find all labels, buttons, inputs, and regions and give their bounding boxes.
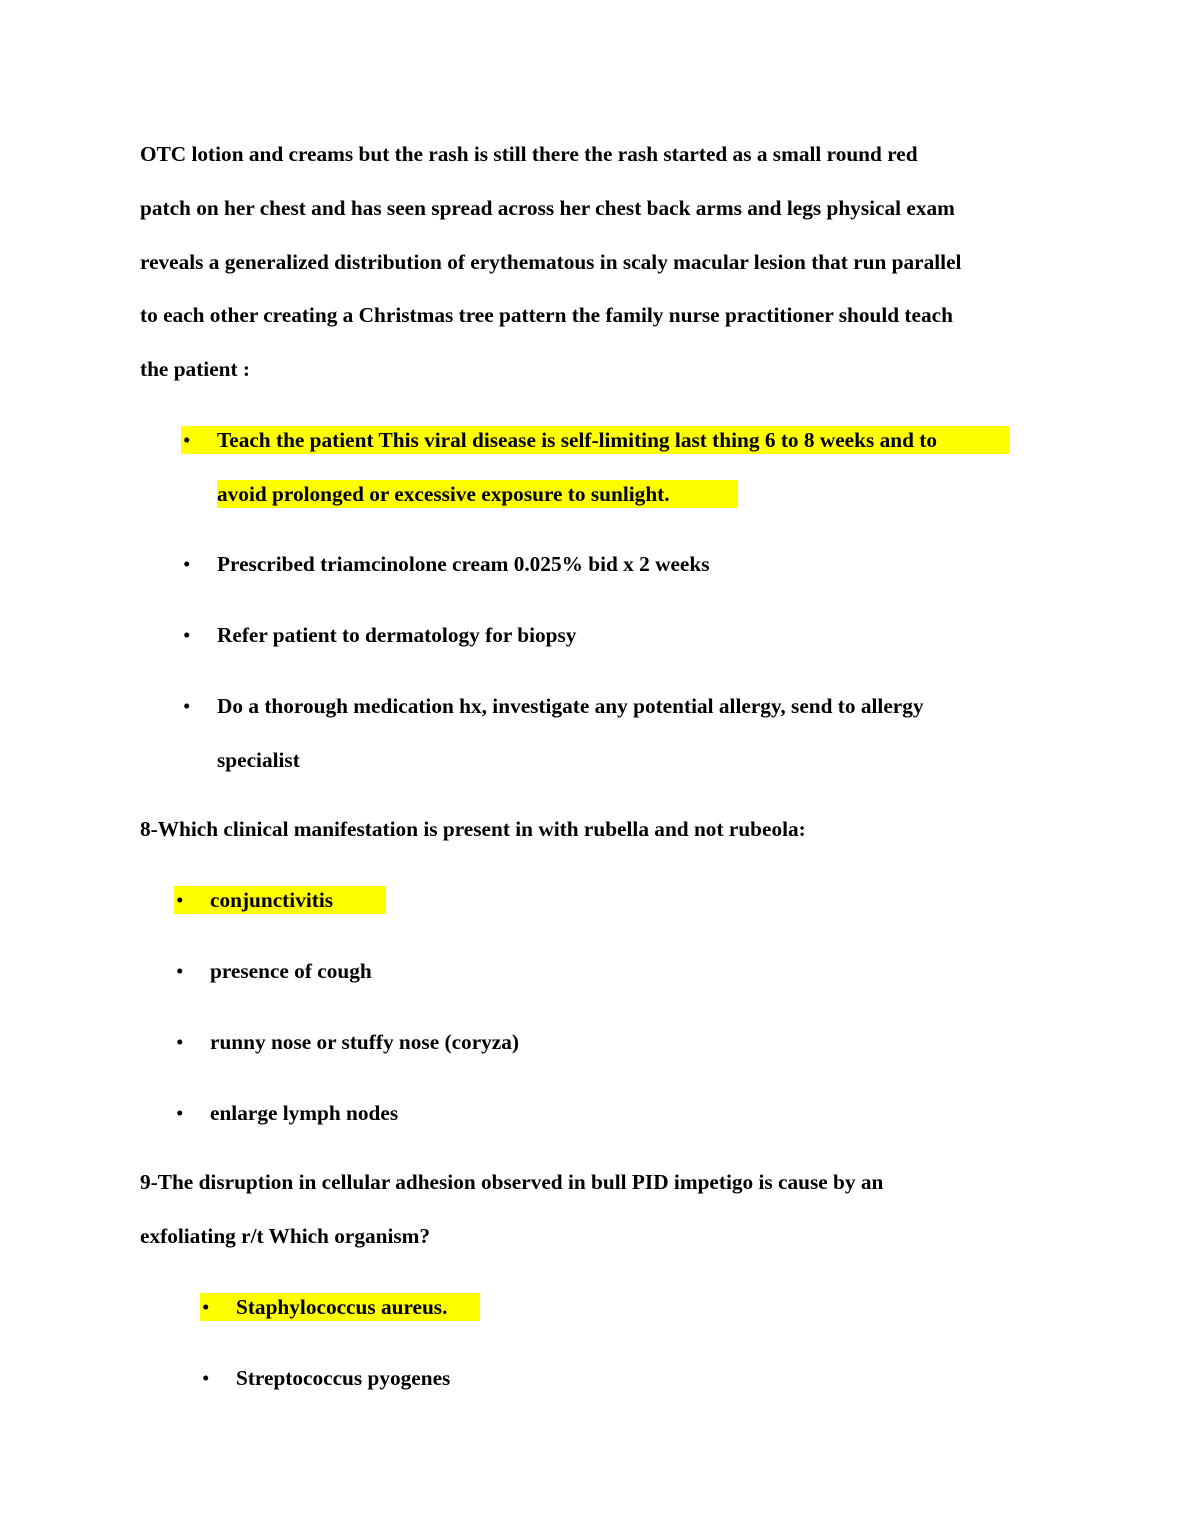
list-item-text: conjunctivitis	[210, 888, 334, 912]
bullet-icon: •	[202, 1366, 210, 1390]
intro-line-2: patch on her chest and has seen spread across her chest back arms and legs physical exam	[140, 196, 955, 220]
list-item-text: Streptococcus pyogenes	[236, 1366, 451, 1390]
question-9-line-2: exfoliating r/t Which organism?	[140, 1224, 431, 1248]
question-9-line-1: 9-The disruption in cellular adhesion observed in bull PID impetigo is cause by an	[140, 1170, 884, 1194]
intro-line-4: to each other creating a Christmas tree pattern the family nurse practitioner should teach	[140, 303, 953, 327]
bullet-icon: •	[176, 1030, 184, 1054]
list-item-text: presence of cough	[210, 959, 372, 983]
intro-line-5: the patient :	[140, 357, 251, 381]
list-item-text: enlarge lymph nodes	[210, 1101, 399, 1125]
intro-line-1: OTC lotion and creams but the rash is still there the rash started as a small round red	[140, 142, 918, 166]
list-item-text: avoid prolonged or excessive exposure to sunlight.	[217, 482, 670, 506]
list-item-text: Refer patient to dermatology for biopsy	[217, 623, 577, 647]
list-item-text: Teach the patient This viral disease is self-limiting last thing 6 to 8 weeks and to	[217, 428, 937, 452]
list-item-text: Prescribed triamcinolone cream 0.025% bid x 2 weeks	[217, 552, 710, 576]
bullet-icon: •	[183, 694, 191, 718]
list-item-text: runny nose or stuffy nose (coryza)	[210, 1030, 519, 1054]
bullet-icon: •	[176, 959, 184, 983]
bullet-icon: •	[183, 428, 191, 452]
list-item-text: Do a thorough medication hx, investigate any potential allergy, send to allergy	[217, 694, 924, 718]
question-8: 8-Which clinical manifestation is present in with rubella and not rubeola:	[140, 817, 806, 841]
bullet-icon: •	[176, 1101, 184, 1125]
list-item-text: Staphylococcus aureus.	[236, 1295, 448, 1319]
list-item-text: specialist	[217, 748, 300, 772]
bullet-icon: •	[202, 1295, 210, 1319]
bullet-icon: •	[176, 888, 184, 912]
bullet-icon: •	[183, 552, 191, 576]
intro-line-3: reveals a generalized distribution of erythematous in scaly macular lesion that run parallel	[140, 250, 962, 274]
bullet-icon: •	[183, 623, 191, 647]
